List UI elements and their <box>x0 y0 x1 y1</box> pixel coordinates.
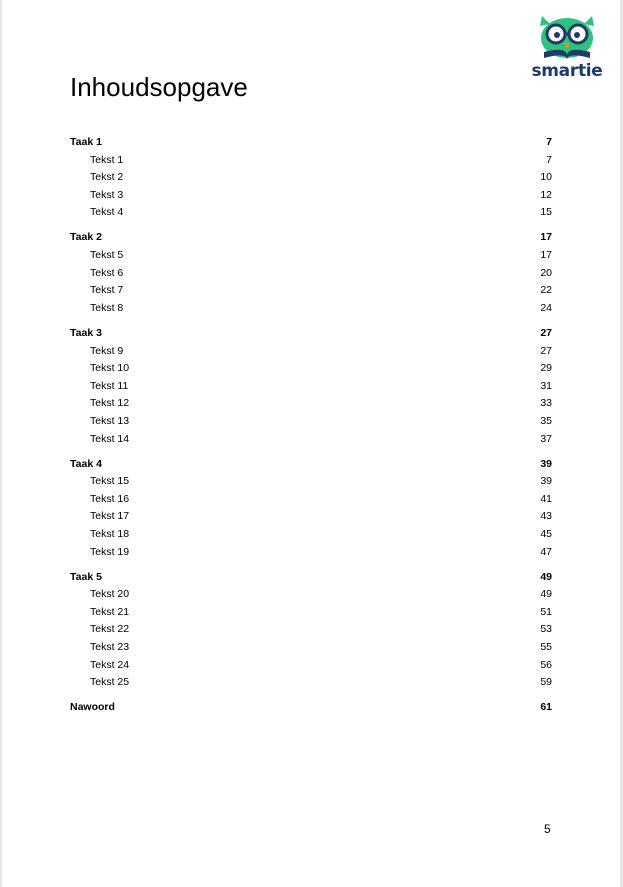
toc-entry-item[interactable] <box>70 169 552 187</box>
logo-wordmark: smartie <box>531 61 603 81</box>
toc-entry-section[interactable] <box>70 325 552 343</box>
toc-entry-item[interactable] <box>70 343 552 361</box>
toc-entry-section[interactable] <box>70 456 552 474</box>
toc-section-label: Taak 4 <box>70 457 102 470</box>
toc-section <box>70 456 552 562</box>
toc-entry-section[interactable] <box>70 134 552 152</box>
toc-item-label: Tekst 14 <box>90 432 130 445</box>
toc-entry-item[interactable] <box>70 604 552 622</box>
toc-section <box>70 229 552 317</box>
toc-section <box>70 569 552 692</box>
toc-section-label: Nawoord <box>70 701 115 714</box>
toc-entry-item[interactable] <box>70 152 552 170</box>
toc-item-page: 41 <box>540 492 552 505</box>
toc-item-label: Tekst 16 <box>90 492 130 505</box>
toc-section <box>70 134 552 222</box>
toc-entry-item[interactable] <box>70 674 552 692</box>
toc-entry-item[interactable] <box>70 473 552 491</box>
owl-with-glasses-icon <box>530 12 604 62</box>
toc-entry-item[interactable] <box>70 508 552 526</box>
toc-entry-item[interactable] <box>70 300 552 318</box>
toc-item-label: Tekst 18 <box>90 527 130 540</box>
toc-section-label: Taak 1 <box>70 136 102 148</box>
toc-item-label: Tekst 2 <box>90 171 124 184</box>
toc-item-label: Tekst 3 <box>90 188 124 201</box>
toc-entry-item[interactable] <box>70 491 552 509</box>
toc-item-label: Tekst 4 <box>90 206 124 219</box>
toc-entry-section[interactable] <box>70 699 552 717</box>
toc-item-page: 29 <box>540 362 552 375</box>
toc-item-label: Tekst 15 <box>90 475 130 488</box>
toc-item-page: 20 <box>540 266 552 279</box>
toc-item-label: Tekst 20 <box>90 588 130 601</box>
toc-item-label: Tekst 7 <box>90 284 124 297</box>
toc-section-label: Taak 3 <box>70 326 102 339</box>
toc-entry-item[interactable] <box>70 586 552 604</box>
toc-item-page: 7 <box>546 153 552 166</box>
toc-item-label: Tekst 19 <box>90 545 130 558</box>
toc-item-page: 15 <box>540 206 552 219</box>
toc-item-page: 55 <box>540 641 552 654</box>
toc-entry-item[interactable] <box>70 395 552 413</box>
toc-item-label: Tekst 11 <box>90 379 129 392</box>
toc-entry-section[interactable] <box>70 229 552 247</box>
toc-entry-item[interactable] <box>70 657 552 675</box>
toc-item-page: 39 <box>540 475 552 488</box>
toc-item-label: Tekst 9 <box>90 344 124 357</box>
toc-item-label: Tekst 17 <box>90 510 130 523</box>
toc-entry-item[interactable] <box>70 526 552 544</box>
toc-item-page: 56 <box>540 658 552 671</box>
page-edge-left <box>0 0 2 887</box>
smartie-logo <box>530 12 604 84</box>
toc-item-page: 27 <box>540 344 552 357</box>
toc-item-label: Tekst 6 <box>90 266 124 279</box>
toc-entry-item[interactable] <box>70 282 552 300</box>
toc-item-page: 49 <box>540 588 552 601</box>
toc-section-label: Taak 2 <box>70 231 102 244</box>
toc-entry-item[interactable] <box>70 204 552 222</box>
toc-entry-section[interactable] <box>70 569 552 587</box>
toc-section-label: Taak 5 <box>70 570 102 583</box>
toc-item-label: Tekst 22 <box>90 623 130 636</box>
toc-entry-item[interactable] <box>70 621 552 639</box>
toc-item-page: 51 <box>540 605 552 618</box>
toc-item-page: 22 <box>540 284 552 297</box>
toc-entry-item[interactable] <box>70 378 552 396</box>
toc-item-label: Tekst 1 <box>90 153 124 166</box>
toc-item-label: Tekst 25 <box>90 676 130 689</box>
toc-item-label: Tekst 23 <box>90 641 130 654</box>
toc-item-page: 17 <box>540 249 552 262</box>
toc-item-label: Tekst 13 <box>90 414 130 427</box>
toc-section-page: 39 <box>540 457 552 470</box>
toc-section-page: 61 <box>540 701 552 714</box>
toc-section-page: 7 <box>546 136 552 148</box>
toc-entry-item[interactable] <box>70 247 552 265</box>
toc-item-label: Tekst 21 <box>90 605 130 618</box>
toc-item-page: 45 <box>540 527 552 540</box>
toc-entry-item[interactable] <box>70 639 552 657</box>
toc-entry-item[interactable] <box>70 544 552 562</box>
toc-item-page: 37 <box>540 432 552 445</box>
toc-section <box>70 699 552 717</box>
toc-item-label: Tekst 10 <box>90 362 130 375</box>
page-number: 5 <box>544 822 551 836</box>
page-title: Inhoudsopgave <box>70 72 248 102</box>
toc-entry-item[interactable] <box>70 265 552 283</box>
toc-section <box>70 325 552 448</box>
toc-entry-item[interactable] <box>70 431 552 449</box>
toc-item-page: 10 <box>540 171 552 184</box>
toc-item-page: 59 <box>540 676 552 689</box>
toc-item-page: 35 <box>540 414 552 427</box>
toc-item-page: 43 <box>540 510 552 523</box>
toc-entry-item[interactable] <box>70 187 552 205</box>
toc-item-page: 53 <box>540 623 552 636</box>
toc-item-label: Tekst 24 <box>90 658 130 671</box>
toc-section-page: 27 <box>540 326 552 339</box>
table-of-contents <box>70 134 552 724</box>
toc-entry-item[interactable] <box>70 413 552 431</box>
toc-entry-item[interactable] <box>70 360 552 378</box>
toc-item-label: Tekst 12 <box>90 397 130 410</box>
toc-item-page: 12 <box>540 188 552 201</box>
toc-item-page: 33 <box>540 397 552 410</box>
toc-item-label: Tekst 5 <box>90 249 124 262</box>
toc-item-label: Tekst 8 <box>90 301 124 314</box>
toc-section-page: 17 <box>540 231 552 244</box>
toc-item-page: 24 <box>540 301 552 314</box>
toc-section-page: 49 <box>540 570 552 583</box>
toc-item-page: 31 <box>540 379 552 392</box>
toc-item-page: 47 <box>540 545 552 558</box>
